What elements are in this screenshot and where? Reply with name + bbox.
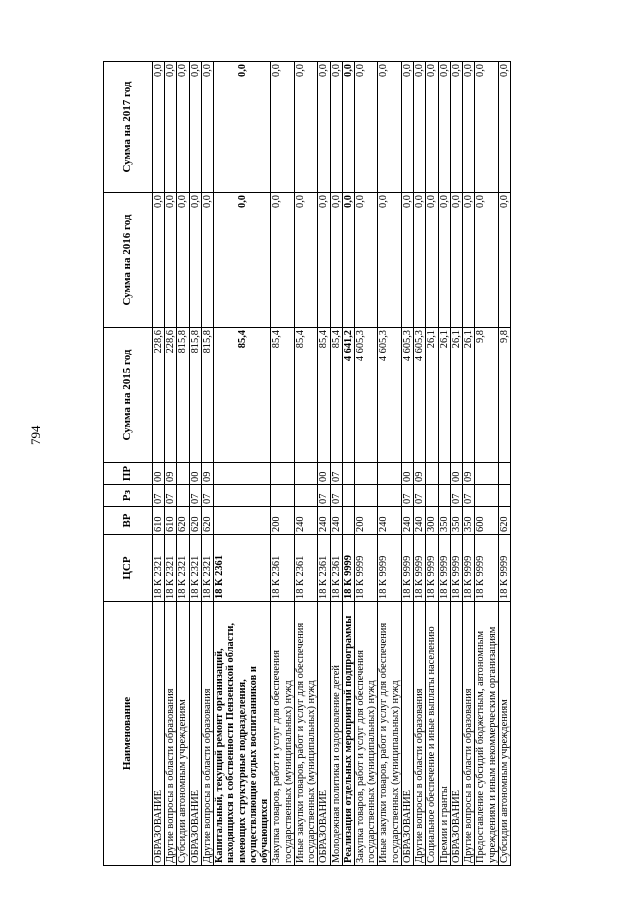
cell-pr <box>177 463 189 485</box>
table-row <box>177 62 189 866</box>
table-row <box>450 62 462 866</box>
cell-sum-2016: 0,0 <box>294 193 317 328</box>
cell-rz: 07 <box>414 485 426 507</box>
header-pr: ПР <box>104 463 153 485</box>
cell-rz <box>271 485 294 507</box>
cell-csr: 18 К 9999 <box>401 535 413 602</box>
cell-csr: 18 К 9999 <box>354 535 377 602</box>
cell-sum-2016: 0,0 <box>354 193 377 328</box>
cell-name: ОБРАЗОВАНИЕ <box>189 602 201 866</box>
cell-pr: 00 <box>401 463 413 485</box>
header-sum-2016: Сумма на 2016 год <box>104 193 153 328</box>
cell-pr <box>475 463 498 485</box>
cell-vr: 200 <box>271 507 294 535</box>
cell-name: ОБРАЗОВАНИЕ <box>401 602 413 866</box>
cell-csr: 18 К 9999 <box>475 535 498 602</box>
header-vr: ВР <box>104 507 153 535</box>
cell-vr: 350 <box>450 507 462 535</box>
cell-csr: 18 К 9999 <box>342 535 354 602</box>
header-name: Наименование <box>104 602 153 866</box>
cell-vr: 240 <box>318 507 330 535</box>
cell-rz <box>498 485 510 507</box>
cell-sum-2015: 4 605,3 <box>401 328 413 463</box>
table-row <box>414 62 426 866</box>
cell-vr: 350 <box>438 507 450 535</box>
cell-csr: 18 К 2321 <box>153 535 165 602</box>
cell-rz: 07 <box>165 485 177 507</box>
cell-pr: 00 <box>318 463 330 485</box>
table-row <box>153 62 165 866</box>
cell-vr: 300 <box>426 507 438 535</box>
header-csr: ЦСР <box>104 535 153 602</box>
cell-sum-2017: 0,0 <box>342 62 354 193</box>
cell-csr: 18 К 9999 <box>450 535 462 602</box>
cell-pr: 09 <box>201 463 213 485</box>
cell-sum-2015: 85,4 <box>318 328 330 463</box>
cell-sum-2016: 0,0 <box>177 193 189 328</box>
cell-sum-2017: 0,0 <box>214 62 271 193</box>
cell-csr: 18 К 2361 <box>214 535 271 602</box>
cell-sum-2016: 0,0 <box>378 193 401 328</box>
cell-csr: 18 К 2361 <box>318 535 330 602</box>
cell-sum-2015: 85,4 <box>271 328 294 463</box>
cell-sum-2017: 0,0 <box>201 62 213 193</box>
table-row <box>271 62 294 866</box>
table-row <box>165 62 177 866</box>
cell-pr: 00 <box>189 463 201 485</box>
cell-name: Закупка товаров, работ и услуг для обеспечения государственных (муниципальных) нужд <box>271 602 294 866</box>
cell-rz <box>438 485 450 507</box>
cell-rz: 07 <box>330 485 342 507</box>
cell-sum-2016: 0,0 <box>463 193 475 328</box>
table-row <box>354 62 377 866</box>
cell-rz: 07 <box>153 485 165 507</box>
cell-pr: 00 <box>450 463 462 485</box>
cell-sum-2015: 815,8 <box>189 328 201 463</box>
cell-sum-2016: 0,0 <box>214 193 271 328</box>
cell-rz <box>354 485 377 507</box>
cell-csr: 18 К 2321 <box>177 535 189 602</box>
table-row <box>438 62 450 866</box>
cell-rz: 07 <box>401 485 413 507</box>
cell-sum-2015: 9,8 <box>498 328 510 463</box>
cell-pr <box>342 463 354 485</box>
cell-sum-2017: 0,0 <box>354 62 377 193</box>
cell-sum-2016: 0,0 <box>189 193 201 328</box>
cell-csr: 18 К 2321 <box>165 535 177 602</box>
cell-sum-2017: 0,0 <box>177 62 189 193</box>
cell-sum-2017: 0,0 <box>438 62 450 193</box>
cell-pr <box>271 463 294 485</box>
header-rz: Рз <box>104 485 153 507</box>
cell-name: ОБРАЗОВАНИЕ <box>153 602 165 866</box>
cell-csr: 18 К 9999 <box>438 535 450 602</box>
cell-vr: 240 <box>294 507 317 535</box>
cell-pr <box>498 463 510 485</box>
cell-name: Другие вопросы в области образования <box>414 602 426 866</box>
cell-sum-2015: 26,1 <box>463 328 475 463</box>
cell-sum-2016: 0,0 <box>153 193 165 328</box>
table-row <box>214 62 271 866</box>
cell-sum-2016: 0,0 <box>330 193 342 328</box>
cell-csr: 18 К 9999 <box>498 535 510 602</box>
cell-csr: 18 К 2361 <box>271 535 294 602</box>
cell-sum-2015: 85,4 <box>214 328 271 463</box>
cell-vr: 610 <box>165 507 177 535</box>
cell-sum-2016: 0,0 <box>342 193 354 328</box>
cell-pr: 09 <box>463 463 475 485</box>
cell-name: Предоставление субсидий бюджетным, автономным учреждениям и иным некоммерческим организациям <box>475 602 498 866</box>
cell-sum-2015: 85,4 <box>294 328 317 463</box>
page-number: 794 <box>28 425 43 445</box>
cell-sum-2016: 0,0 <box>475 193 498 328</box>
table-row <box>189 62 201 866</box>
cell-sum-2015: 4 641,2 <box>342 328 354 463</box>
cell-sum-2015: 228,6 <box>153 328 165 463</box>
cell-sum-2017: 0,0 <box>498 62 510 193</box>
cell-pr <box>294 463 317 485</box>
cell-sum-2016: 0,0 <box>201 193 213 328</box>
table-row <box>294 62 317 866</box>
cell-pr: 09 <box>414 463 426 485</box>
cell-name: Иные закупки товаров, работ и услуг для обеспечения государственных (муниципальных) нужд <box>378 602 401 866</box>
cell-pr <box>354 463 377 485</box>
table-row <box>498 62 510 866</box>
table-row <box>426 62 438 866</box>
cell-vr <box>214 507 271 535</box>
cell-rz <box>214 485 271 507</box>
table-body <box>153 62 511 866</box>
cell-pr: 07 <box>330 463 342 485</box>
cell-vr: 240 <box>330 507 342 535</box>
table-row <box>463 62 475 866</box>
cell-sum-2017: 0,0 <box>450 62 462 193</box>
cell-sum-2017: 0,0 <box>189 62 201 193</box>
cell-rz <box>426 485 438 507</box>
cell-sum-2017: 0,0 <box>330 62 342 193</box>
cell-vr: 600 <box>475 507 498 535</box>
cell-pr: 09 <box>165 463 177 485</box>
cell-rz: 07 <box>463 485 475 507</box>
cell-pr <box>214 463 271 485</box>
cell-sum-2017: 0,0 <box>475 62 498 193</box>
cell-sum-2017: 0,0 <box>318 62 330 193</box>
cell-sum-2017: 0,0 <box>378 62 401 193</box>
cell-vr: 610 <box>153 507 165 535</box>
budget-table <box>103 61 511 866</box>
cell-vr: 620 <box>498 507 510 535</box>
cell-pr <box>426 463 438 485</box>
cell-pr: 00 <box>153 463 165 485</box>
cell-sum-2015: 4 605,3 <box>378 328 401 463</box>
rotated-table-container <box>103 62 578 866</box>
cell-csr: 18 К 9999 <box>426 535 438 602</box>
cell-name: ОБРАЗОВАНИЕ <box>450 602 462 866</box>
cell-sum-2016: 0,0 <box>318 193 330 328</box>
cell-sum-2017: 0,0 <box>463 62 475 193</box>
cell-csr: 18 К 9999 <box>463 535 475 602</box>
cell-vr: 620 <box>201 507 213 535</box>
table-row <box>318 62 330 866</box>
cell-name: Молодежная политика и оздоровление детей <box>330 602 342 866</box>
cell-vr: 240 <box>401 507 413 535</box>
cell-vr: 200 <box>354 507 377 535</box>
cell-vr: 350 <box>463 507 475 535</box>
table-row <box>378 62 401 866</box>
cell-rz: 07 <box>450 485 462 507</box>
cell-name: Реализация отдельных мероприятий подпрограммы <box>342 602 354 866</box>
cell-sum-2016: 0,0 <box>401 193 413 328</box>
cell-vr: 240 <box>414 507 426 535</box>
cell-sum-2015: 85,4 <box>330 328 342 463</box>
cell-name: Премии и гранты <box>438 602 450 866</box>
cell-csr: 18 К 2361 <box>330 535 342 602</box>
cell-csr: 18 К 9999 <box>414 535 426 602</box>
cell-sum-2016: 0,0 <box>438 193 450 328</box>
cell-vr <box>342 507 354 535</box>
cell-name: Субсидии автономным учреждениям <box>498 602 510 866</box>
table-row <box>330 62 342 866</box>
cell-csr: 18 К 2361 <box>294 535 317 602</box>
cell-pr <box>378 463 401 485</box>
cell-name: Капитальный, текущий ремонт организаций, находящихся в собственности Пензенской области, имеющих структурные подразделения, осуществляющие отдых воспитанников и обучающихся <box>214 602 271 866</box>
cell-vr: 620 <box>177 507 189 535</box>
cell-sum-2017: 0,0 <box>426 62 438 193</box>
cell-sum-2015: 9,8 <box>475 328 498 463</box>
cell-sum-2015: 815,8 <box>201 328 213 463</box>
cell-csr: 18 К 2321 <box>201 535 213 602</box>
cell-sum-2015: 26,1 <box>438 328 450 463</box>
cell-sum-2015: 815,8 <box>177 328 189 463</box>
cell-name: Иные закупки товаров, работ и услуг для обеспечения государственных (муниципальных) нужд <box>294 602 317 866</box>
cell-rz <box>378 485 401 507</box>
cell-rz: 07 <box>318 485 330 507</box>
cell-rz <box>342 485 354 507</box>
header-sum-2017: Сумма на 2017 год <box>104 62 153 193</box>
table-row <box>475 62 498 866</box>
table-header-row <box>104 62 153 866</box>
cell-sum-2016: 0,0 <box>414 193 426 328</box>
cell-csr: 18 К 2321 <box>189 535 201 602</box>
cell-rz: 07 <box>201 485 213 507</box>
cell-csr: 18 К 9999 <box>378 535 401 602</box>
cell-name: Субсидии автономным учреждениям <box>177 602 189 866</box>
cell-rz <box>294 485 317 507</box>
cell-sum-2015: 228,6 <box>165 328 177 463</box>
table-row <box>401 62 413 866</box>
cell-rz <box>475 485 498 507</box>
cell-pr <box>438 463 450 485</box>
cell-sum-2015: 26,1 <box>450 328 462 463</box>
cell-name: ОБРАЗОВАНИЕ <box>318 602 330 866</box>
cell-name: Другие вопросы в области образования <box>463 602 475 866</box>
cell-sum-2015: 4 605,3 <box>414 328 426 463</box>
cell-sum-2015: 26,1 <box>426 328 438 463</box>
cell-sum-2017: 0,0 <box>165 62 177 193</box>
header-sum-2015: Сумма на 2015 год <box>104 328 153 463</box>
cell-sum-2017: 0,0 <box>294 62 317 193</box>
cell-sum-2017: 0,0 <box>153 62 165 193</box>
cell-sum-2017: 0,0 <box>271 62 294 193</box>
cell-sum-2016: 0,0 <box>450 193 462 328</box>
cell-name: Другие вопросы в области образования <box>165 602 177 866</box>
cell-vr: 240 <box>378 507 401 535</box>
cell-name: Закупка товаров, работ и услуг для обеспечения государственных (муниципальных) нужд <box>354 602 377 866</box>
cell-rz: 07 <box>189 485 201 507</box>
cell-sum-2016: 0,0 <box>498 193 510 328</box>
cell-sum-2017: 0,0 <box>401 62 413 193</box>
cell-rz <box>177 485 189 507</box>
cell-name: Социальное обеспечение и иные выплаты населению <box>426 602 438 866</box>
cell-sum-2016: 0,0 <box>271 193 294 328</box>
cell-name: Другие вопросы в области образования <box>201 602 213 866</box>
table-row <box>342 62 354 866</box>
cell-sum-2015: 4 605,3 <box>354 328 377 463</box>
table-row <box>201 62 213 866</box>
cell-sum-2016: 0,0 <box>165 193 177 328</box>
cell-sum-2016: 0,0 <box>426 193 438 328</box>
cell-vr: 620 <box>189 507 201 535</box>
cell-sum-2017: 0,0 <box>414 62 426 193</box>
